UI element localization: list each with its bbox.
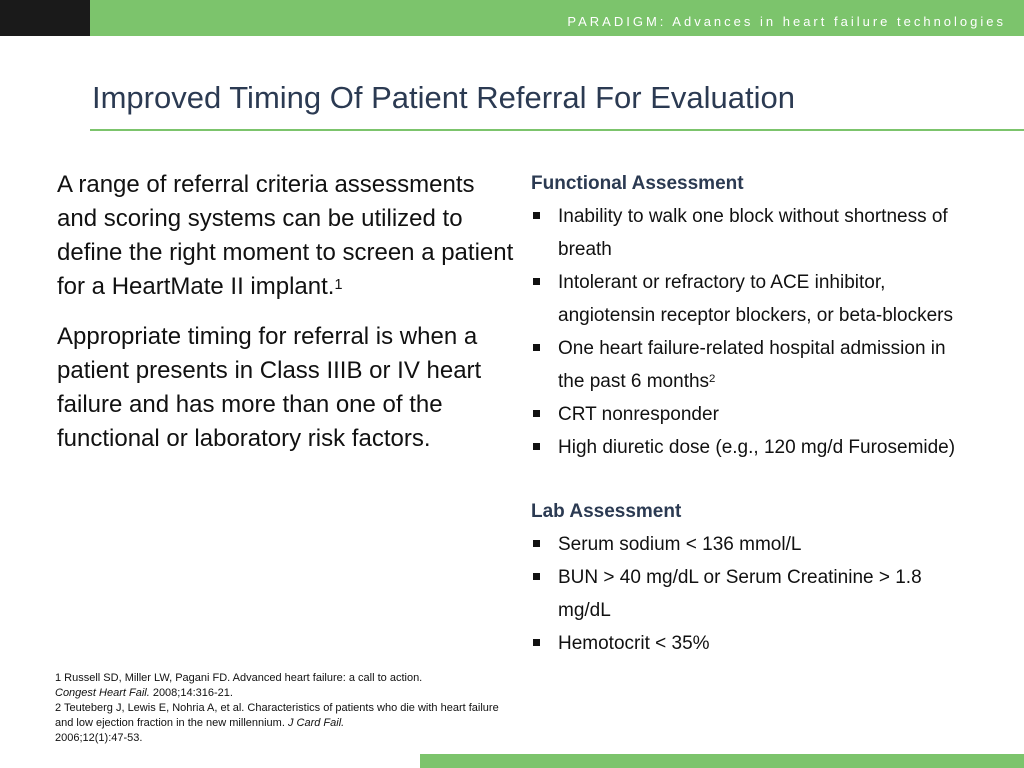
footnote-1-text: 1 Russell SD, Miller LW, Pagani FD. Advanced heart failure: a call to action. [55, 672, 423, 684]
list-item [531, 266, 971, 332]
list-item-text: Hemotocrit < 35% [558, 633, 710, 654]
square-bullet-icon [533, 573, 540, 580]
list-item-text: Serum sodium < 136 mmol/L [558, 534, 802, 555]
intro-paragraph [57, 168, 517, 304]
footer-light-block [0, 754, 420, 768]
section-spacer [531, 464, 971, 496]
footnote-2-text: 2 Teuteberg J, Lewis E, Nohria A, et al. Characteristics of patients who die with heart failure and low ejection fraction in the new millennium. [55, 702, 499, 729]
timing-paragraph: Appropriate timing for referral is when a patient presents in Class IIIB or IV heart failure and has more than one of the functional or laboratory risk factors. [57, 323, 482, 452]
list-item [531, 528, 971, 561]
right-column [531, 168, 971, 660]
square-bullet-icon [533, 410, 540, 417]
header-dark-block [0, 0, 90, 36]
list-item [531, 627, 971, 660]
list-item-text: High diuretic dose (e.g., 120 mg/d Furosemide) [558, 437, 956, 458]
list-item-text: One heart failure-related hospital admission in the past 6 months [558, 338, 946, 392]
footer-bar [0, 754, 1024, 768]
footnote-2 [55, 701, 515, 746]
intro-footnote-ref: 1 [334, 277, 343, 293]
list-item-text: BUN > 40 mg/dL or Serum Creatinine > 1.8 mg/dL [558, 567, 922, 621]
list-item-text: CRT nonresponder [558, 404, 719, 425]
list-item [531, 431, 971, 464]
lab-assessment-heading: Lab Assessment [531, 501, 682, 522]
list-item-text: Inability to walk one block without shortness of breath [558, 206, 948, 260]
square-bullet-icon [533, 443, 540, 450]
footnote-2-journal: J Card Fail. [287, 717, 345, 729]
footnote-1-citation: 2008;14:316-21. [149, 687, 233, 699]
functional-list [531, 200, 971, 464]
square-bullet-icon [533, 540, 540, 547]
square-bullet-icon [533, 212, 540, 219]
list-item [531, 398, 971, 431]
list-item [531, 332, 971, 398]
list-item-text: Intolerant or refractory to ACE inhibitor, angiotensin receptor blockers, or beta-blockers [558, 272, 953, 326]
slide-title: Improved Timing Of Patient Referral For Evaluation [92, 80, 795, 115]
square-bullet-icon [533, 344, 540, 351]
left-column [57, 168, 517, 472]
footnote-1-journal: Congest Heart Fail. [55, 687, 150, 699]
lab-list [531, 528, 971, 660]
list-item [531, 561, 971, 627]
title-divider [90, 129, 1024, 131]
list-item [531, 200, 971, 266]
footnote-1 [55, 671, 515, 701]
square-bullet-icon [533, 278, 540, 285]
functional-assessment-heading: Functional Assessment [531, 173, 744, 194]
footnote-ref: 2 [709, 373, 716, 385]
header-bar [0, 0, 1024, 36]
brand-text: PARADIGM: Advances in heart failure technologies [567, 14, 1006, 29]
intro-text: A range of referral criteria assessments and scoring systems can be utilized to define the right moment to screen a patient for a HeartMate II implant. [57, 171, 514, 300]
footnotes [55, 671, 515, 746]
square-bullet-icon [533, 639, 540, 646]
footnote-2-citation: 2006;12(1):47-53. [55, 732, 143, 744]
